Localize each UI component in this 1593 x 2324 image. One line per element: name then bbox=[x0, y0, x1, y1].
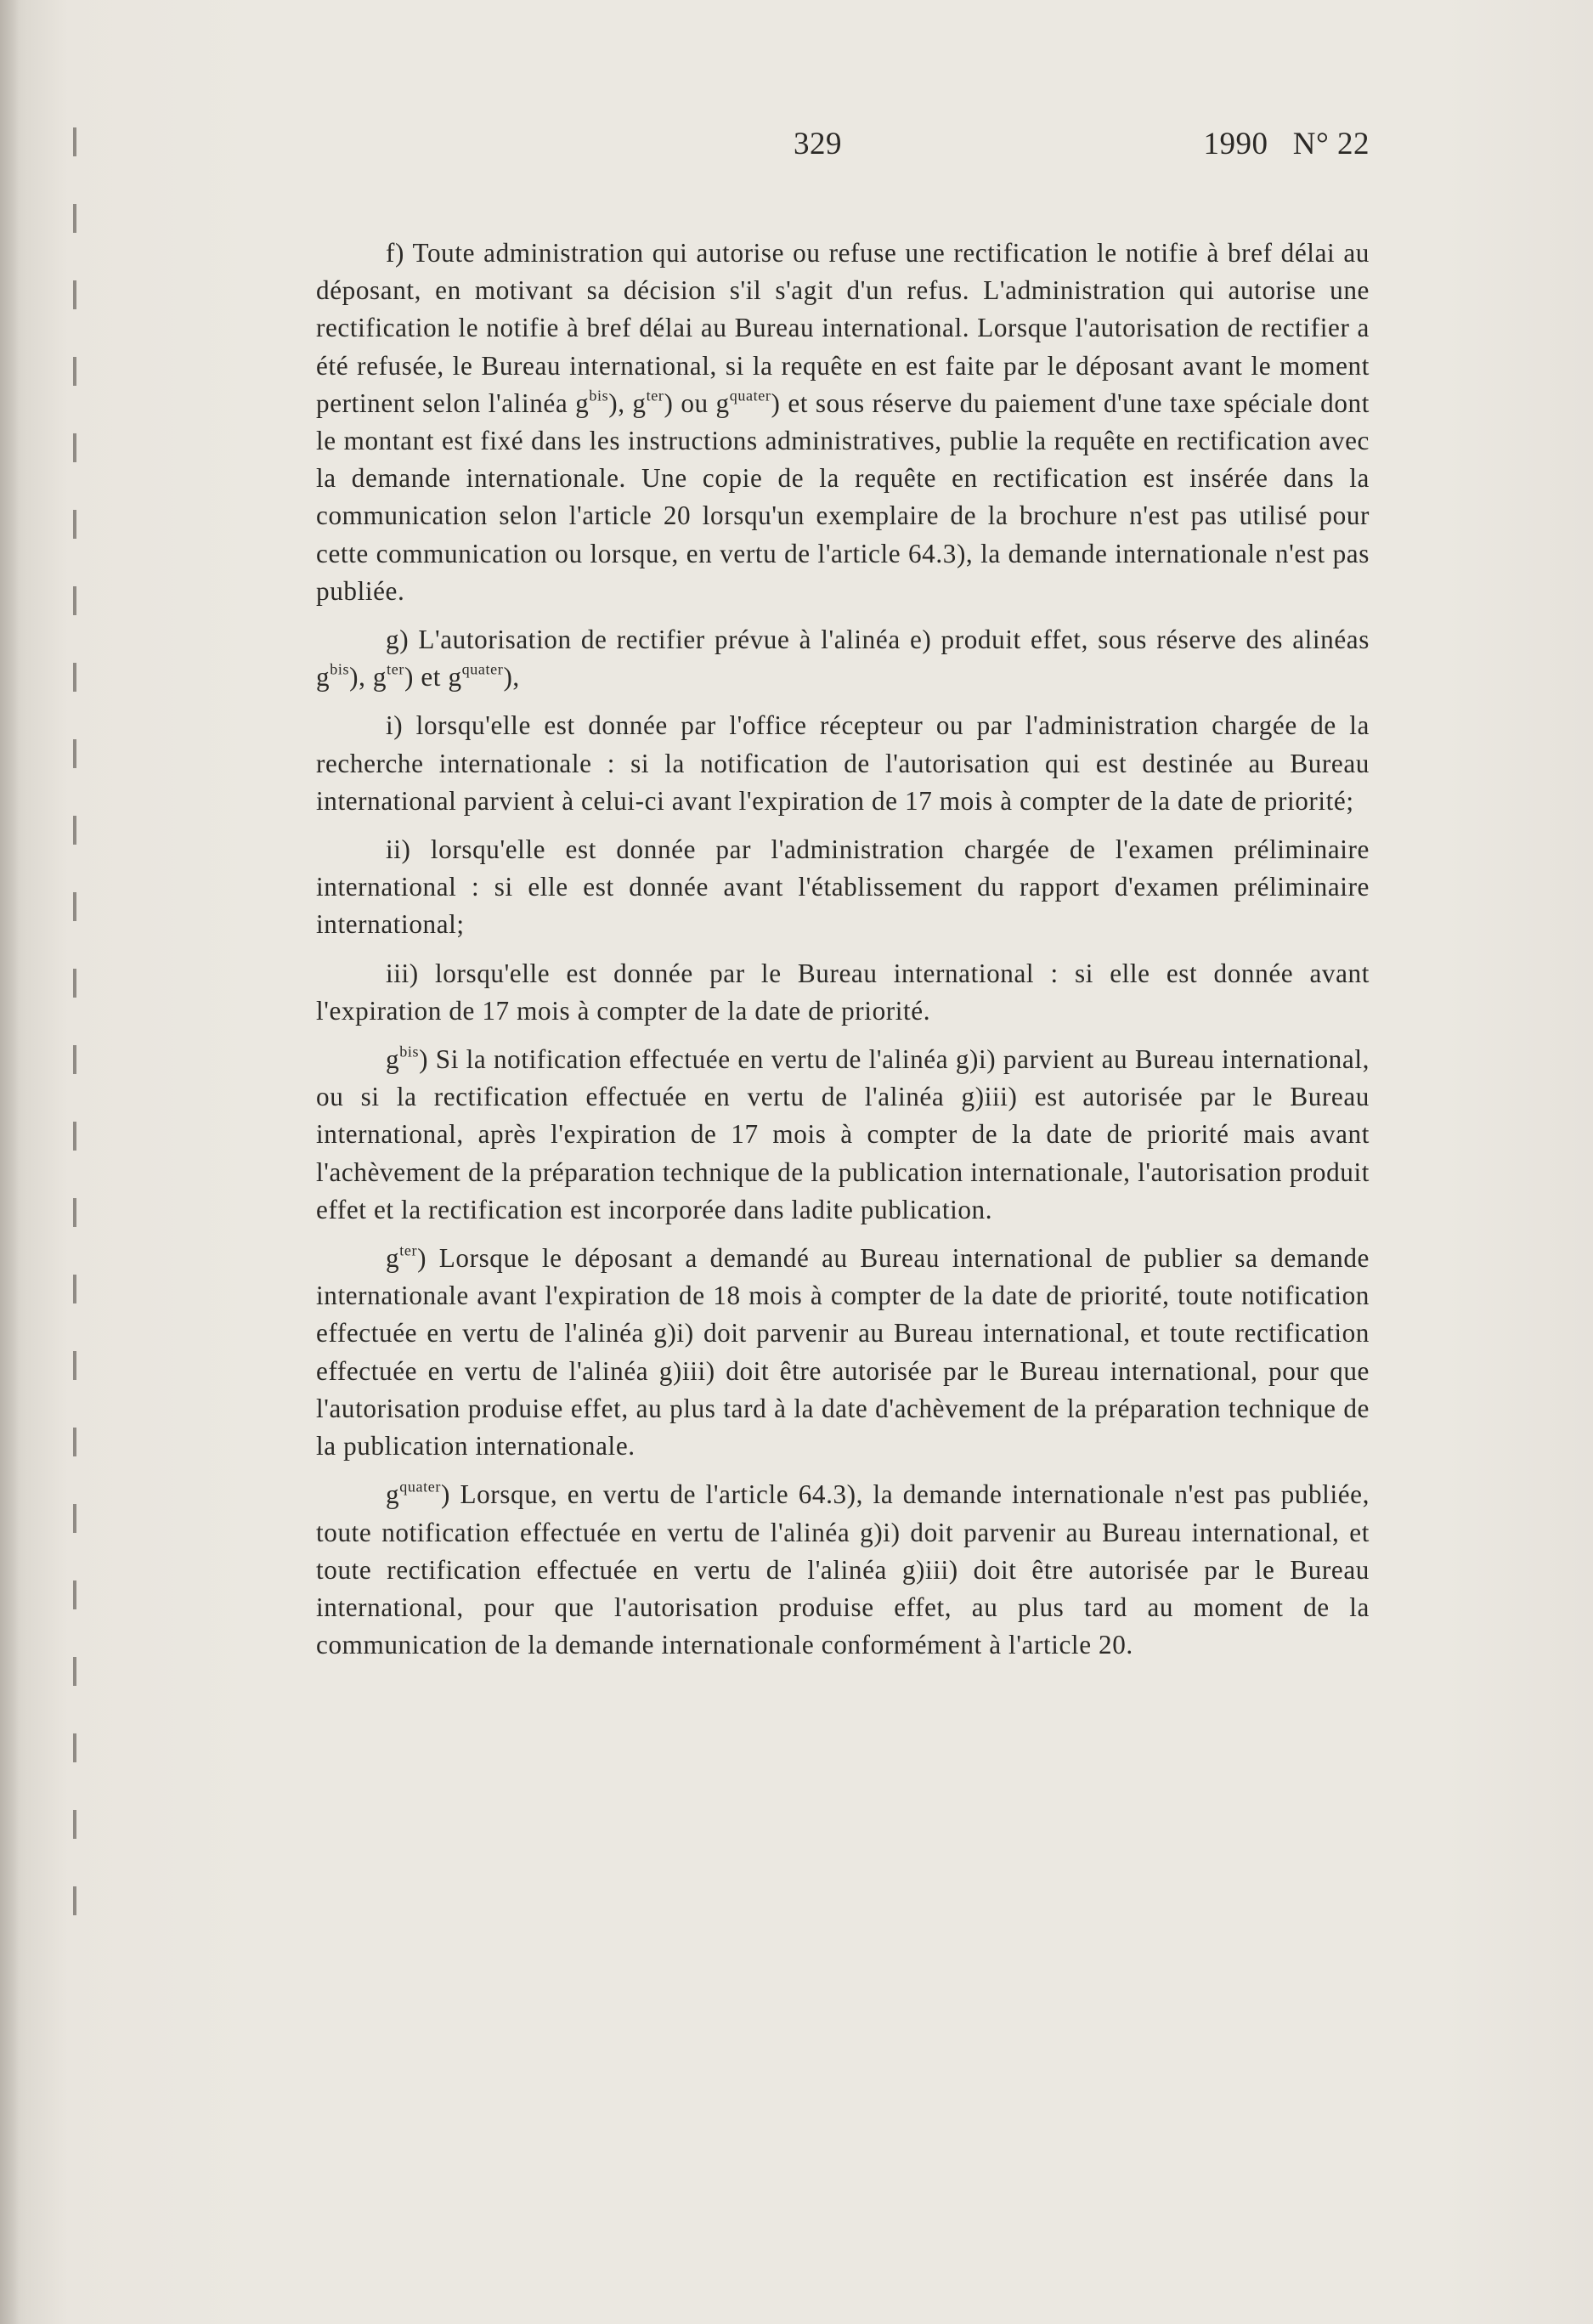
paragraph-g-ii: ii) lorsqu'elle est donnée par l'administration chargée de l'examen préliminaire international : si elle est donnée avant l'établissement du rapport d'examen préliminaire international; bbox=[316, 834, 1370, 940]
paragraph-f-text: f) Toute administration qui autorise ou refuse une rectification le notifie à bref délai au déposant, en motivant sa décision s'il s'agit d'un refus. L'administration qui autorise une rectification le notifie à bref délai au Bureau international. Lorsque l'autorisation de rectifier a été refusée, le Bureau international, si la requête en est faite par le déposant avant le moment pertinent selon l'alinéa g bbox=[316, 238, 1370, 418]
paragraph-g-i: i) lorsqu'elle est donnée par l'office récepteur ou par l'administration chargée de la recherche internationale : si la notification de l'autorisation qui est destinée au Bureau international parvient à celui-ci avant l'expiration de 17 mois à compter de la date de priorité; bbox=[316, 710, 1370, 816]
paragraph-g-mid-1: ), g bbox=[349, 662, 387, 693]
paragraph-g-text: g) L'autorisation de rectifier prévue à l'alinéa e) produit effet, sous réserve des alinéas g bbox=[316, 625, 1370, 693]
paragraph-g-ter-text: ) Lorsque le déposant a demandé au Bureau international de publier sa demande internationale avant l'expiration de 18 mois à compter de la date de priorité, toute notification effectuée en vertu de l'alinéa g)i) doit parvenir au Bureau international, et toute rectification effectuée en vertu de l'alinéa g)iii) doit être autorisée par le Bureau international, pour que l'autorisation produise effet, au plus tard à la date d'achèvement de la préparation technique de la publication internationale. bbox=[316, 1243, 1370, 1462]
year-and-issue-number: 1990 N° 22 bbox=[1203, 127, 1370, 161]
document-body bbox=[316, 235, 1370, 1675]
paragraph-g-ter-label: g bbox=[386, 1243, 400, 1274]
paragraph-f-mid-1: ), g bbox=[608, 387, 647, 418]
paragraph-g-quater-label: g bbox=[386, 1479, 400, 1510]
superscript-quater: quater bbox=[399, 1478, 441, 1496]
paragraph-g-quater bbox=[316, 1476, 1370, 1664]
binding-stitch-marks bbox=[73, 127, 76, 1954]
paragraph-g-bis-label: g bbox=[386, 1044, 400, 1075]
superscript-quater: quater bbox=[729, 387, 771, 404]
superscript-bis: bis bbox=[589, 387, 609, 404]
superscript-bis: bis bbox=[330, 660, 350, 678]
superscript-ter: ter bbox=[399, 1241, 418, 1259]
paragraph-f-end: ) et sous réserve du paiement d'une taxe spéciale dont le montant est fixé dans les instructions administratives, publie la requête en rectification avec la demande internationale. Une copie de la requête en rectification est insérée dans la communication selon l'article 20 lorsqu'un exemplaire de la brochure n'est pas utilisé pour cette communication ou lorsque, en vertu de l'article 64.3), la demande internationale n'est pas publiée. bbox=[316, 387, 1370, 606]
superscript-ter: ter bbox=[646, 387, 664, 404]
paragraph-g-bis-text: ) Si la notification effectuée en vertu de l'alinéa g)i) parvient au Bureau international, ou si la rectification effectuée en vertu de l'alinéa g)iii) est autorisée par le Bureau international, après l'expiration de 17 mois à compter de la date de priorité mais avant l'achèvement de la préparation technique de la publication internationale, l'autorisation produit effet et la rectification est incorporée dans ladite publication. bbox=[316, 1044, 1370, 1224]
paragraph-g bbox=[316, 621, 1370, 696]
paragraph-g-mid-2: ) et g bbox=[404, 662, 462, 693]
paragraph-f bbox=[316, 235, 1370, 610]
paragraph-g-ter bbox=[316, 1240, 1370, 1465]
running-header bbox=[316, 126, 1370, 168]
paragraph-g-bis bbox=[316, 1041, 1370, 1229]
paragraph-g-quater-text: ) Lorsque, en vertu de l'article 64.3), la demande internationale n'est pas publiée, toute notification effectuée en vertu de l'alinéa g)i) doit parvenir au Bureau international, et toute rectification effectuée en vertu de l'alinéa g)iii) doit être autorisée par le Bureau international, pour que l'autorisation produise effet, au plus tard au moment de la communication de la demande internationale conformément à l'article 20. bbox=[316, 1479, 1370, 1660]
page-number: 329 bbox=[794, 127, 842, 161]
superscript-bis: bis bbox=[399, 1043, 420, 1060]
paragraph-f-mid-2: ) ou g bbox=[664, 387, 730, 418]
superscript-quater: quater bbox=[461, 660, 504, 678]
superscript-ter: ter bbox=[387, 660, 404, 678]
paragraph-g-iii: iii) lorsqu'elle est donnée par le Bureau international : si elle est donnée avant l'expiration de 17 mois à compter de la date de priorité. bbox=[316, 958, 1370, 1026]
paragraph-g-end: ), bbox=[503, 662, 520, 693]
page-binding-edge bbox=[0, 0, 19, 2324]
